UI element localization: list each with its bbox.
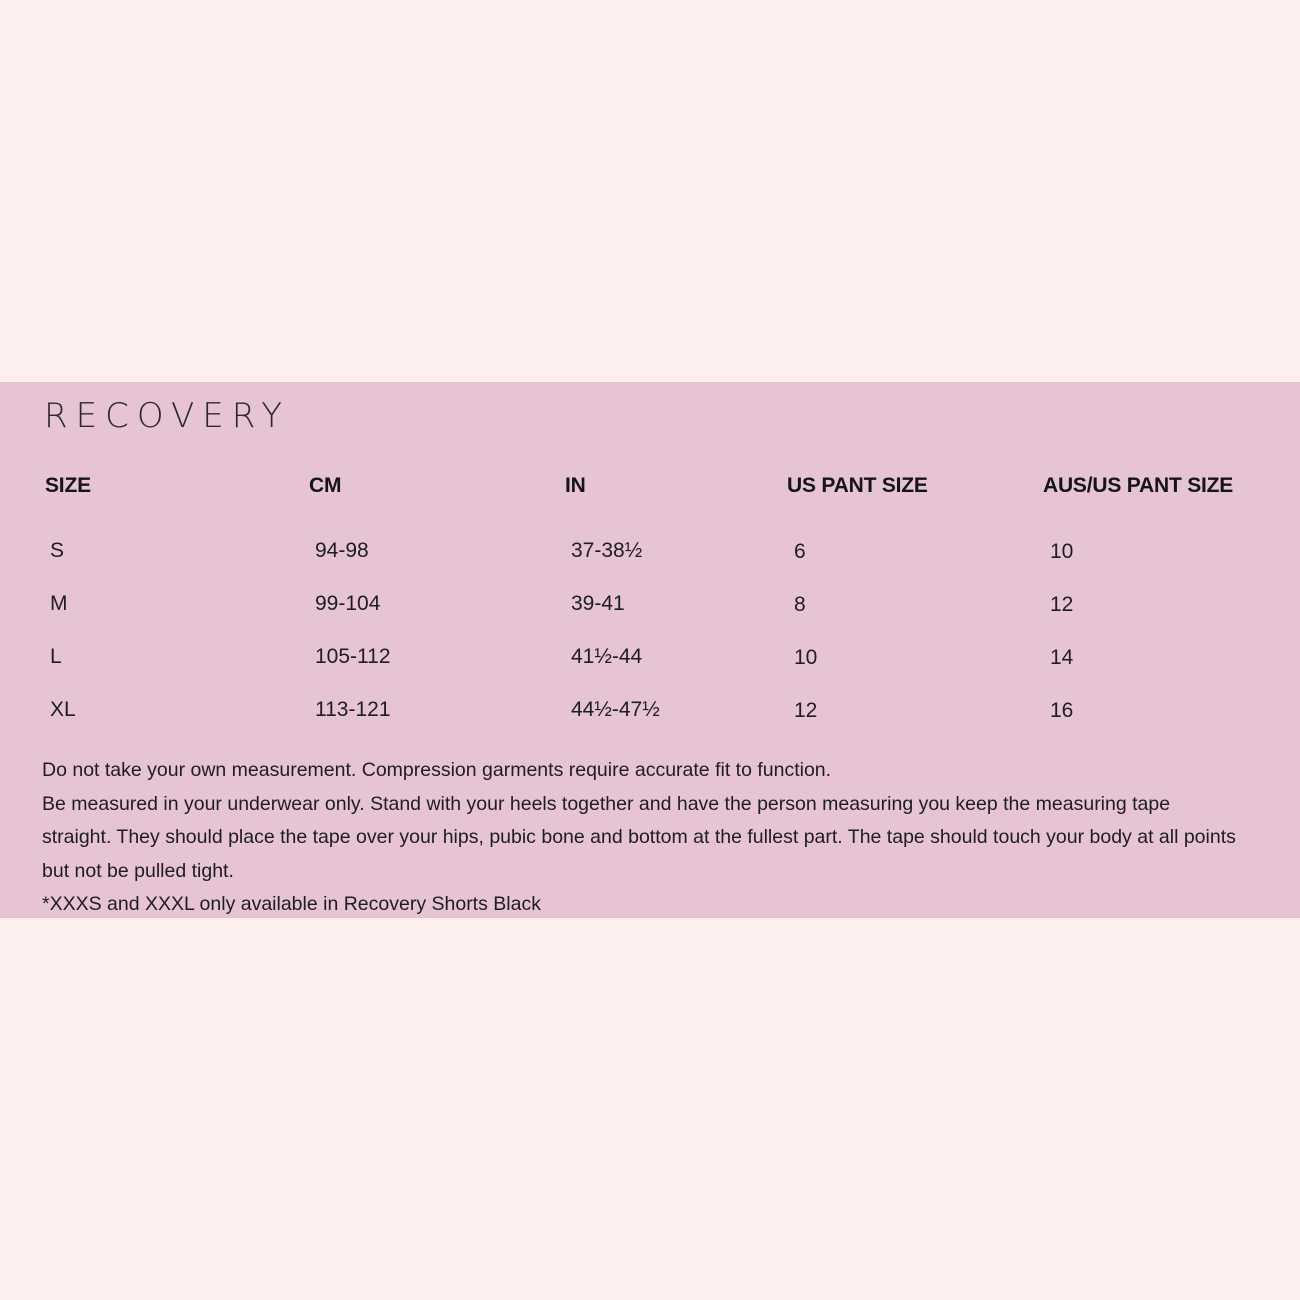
aus-us-pant-size-cell: 12 [1050,593,1074,616]
us-pant-size-cell: 8 [794,593,806,616]
cm-cell: 105-112 [315,645,391,668]
column-header-cm: CM [309,474,342,497]
in-cell: 44½-47½ [571,698,660,721]
in-cell: 37-38½ [571,539,643,562]
measurement-notes [42,754,1242,922]
aus-us-pant-size-cell: 16 [1050,699,1074,722]
column-header-in: IN [565,474,586,497]
note-how-to-measure: Be measured in your underwear only. Stand with your heels together and have the person measuring you keep the measuring tape straight. They should place the tape over your hips, pubic bone and bottom at the fullest part. The tape should touch your body at all points but not be pulled tight. [42,792,1236,882]
us-pant-size-cell: 10 [794,646,818,669]
column-header-aus-us-pant-size: AUS/US PANT SIZE [1043,474,1234,497]
in-cell: 41½-44 [571,645,643,668]
aus-us-pant-size-cell: 10 [1050,540,1074,563]
us-pant-size-cell: 6 [794,540,806,563]
size-cell: XL [50,698,76,721]
column-header-us-pant-size: US PANT SIZE [787,474,928,497]
size-cell: S [50,539,65,562]
note-own-measurement: Do not take your own measurement. Compression garments require accurate fit to function. [42,759,832,781]
us-pant-size-cell: 12 [794,699,818,722]
page-title: RECOVERY [44,396,290,436]
aus-us-pant-size-cell: 14 [1050,646,1074,669]
cm-cell: 99-104 [315,592,381,615]
size-cell: M [50,592,68,615]
note-availability: *XXXS and XXXL only available in Recovery Shorts Black [42,893,541,915]
cm-cell: 113-121 [315,698,391,721]
cm-cell: 94-98 [315,539,369,562]
column-header-size: SIZE [45,474,91,497]
in-cell: 39-41 [571,592,625,615]
size-cell: L [50,645,62,668]
